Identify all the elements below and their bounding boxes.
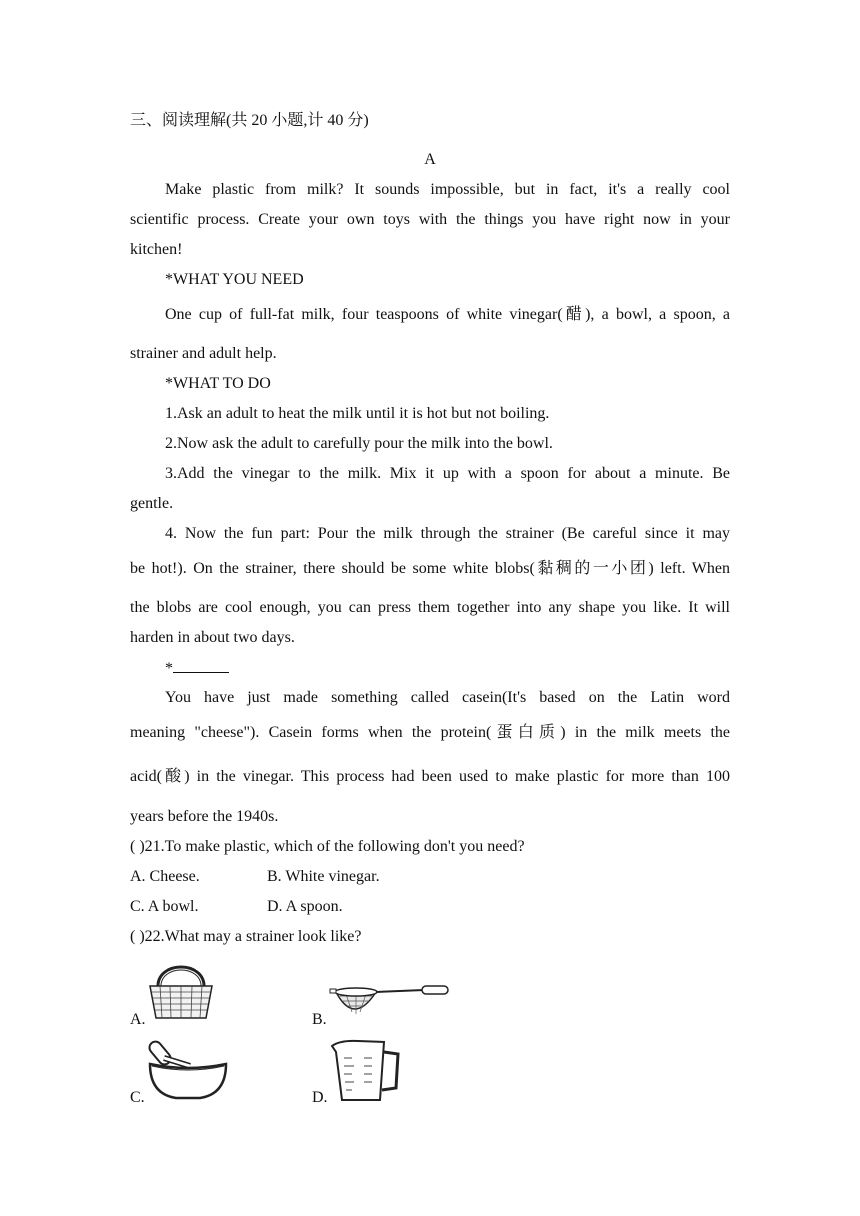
todo-heading: *WHAT TO DO xyxy=(165,375,271,392)
question-21-options-row-1 xyxy=(130,867,730,887)
need-text-line-2: strainer and adult help. xyxy=(130,345,277,362)
blank-heading xyxy=(130,658,730,679)
intro-line-3: kitchen! xyxy=(130,241,183,258)
casein-line-1: You have just made something called casein(It's based on the Latin word xyxy=(165,689,730,706)
option-a-label[interactable]: A. xyxy=(130,1011,146,1028)
intro-line-2: scientific process. Create your own toys with the things you have right now in your xyxy=(130,211,730,228)
option-c[interactable]: C. A bowl. xyxy=(130,898,199,915)
measuring-jug-icon[interactable] xyxy=(328,1038,404,1104)
option-c-label[interactable]: C. xyxy=(130,1089,145,1106)
question-22-stem: ( )22.What may a strainer look like? xyxy=(130,928,362,945)
basket-icon[interactable] xyxy=(146,954,216,1022)
need-text-line-1: One cup of full-fat milk, four teaspoons of white vinegar(醋), a bowl, a spoon, a xyxy=(165,306,730,323)
intro-line-1: Make plastic from milk? It sounds impossible, but in fact, it's a really cool xyxy=(165,181,730,198)
casein-line-3: acid(酸) in the vinegar. This process had been used to make plastic for more than 100 xyxy=(130,768,730,785)
step-4-line-2: be hot!). On the strainer, there should be some white blobs(黏稠的一小团) left. When xyxy=(130,560,730,577)
step-2: 2.Now ask the adult to carefully pour the milk into the bowl. xyxy=(165,435,553,452)
step-3-line-2: gentle. xyxy=(130,495,174,512)
step-4-line-3: the blobs are cool enough, you can press them together into any shape you like. It will xyxy=(130,599,730,616)
need-heading: *WHAT YOU NEED xyxy=(165,271,304,288)
passage-label: A xyxy=(424,151,436,168)
option-d[interactable]: D. A spoon. xyxy=(267,898,343,915)
option-a[interactable]: A. Cheese. xyxy=(130,868,200,885)
casein-line-2: meaning "cheese"). Casein forms when the protein(蛋白质) in the milk meets the xyxy=(130,724,730,741)
section-title: 三、阅读理解(共 20 小题,计 40 分) xyxy=(130,112,369,129)
fill-blank[interactable] xyxy=(173,658,229,673)
strainer-icon[interactable] xyxy=(328,982,452,1024)
option-b-label[interactable]: B. xyxy=(312,1011,327,1028)
step-1: 1.Ask an adult to heat the milk until it is hot but not boiling. xyxy=(165,405,550,422)
option-d-label[interactable]: D. xyxy=(312,1089,328,1106)
step-4-line-1: 4. Now the fun part: Pour the milk through the strainer (Be careful since it may xyxy=(165,525,730,542)
option-b[interactable]: B. White vinegar. xyxy=(267,868,380,885)
step-4-line-4: harden in about two days. xyxy=(130,629,295,646)
step-3-line-1: 3.Add the vinegar to the milk. Mix it up with a spoon for about a minute. Be xyxy=(165,465,730,482)
mortar-pestle-icon[interactable] xyxy=(146,1036,230,1102)
question-21-options-row-2 xyxy=(130,897,730,917)
asterisk: * xyxy=(165,660,173,677)
question-21-stem: ( )21.To make plastic, which of the following don't you need? xyxy=(130,838,525,855)
casein-line-4: years before the 1940s. xyxy=(130,808,279,825)
